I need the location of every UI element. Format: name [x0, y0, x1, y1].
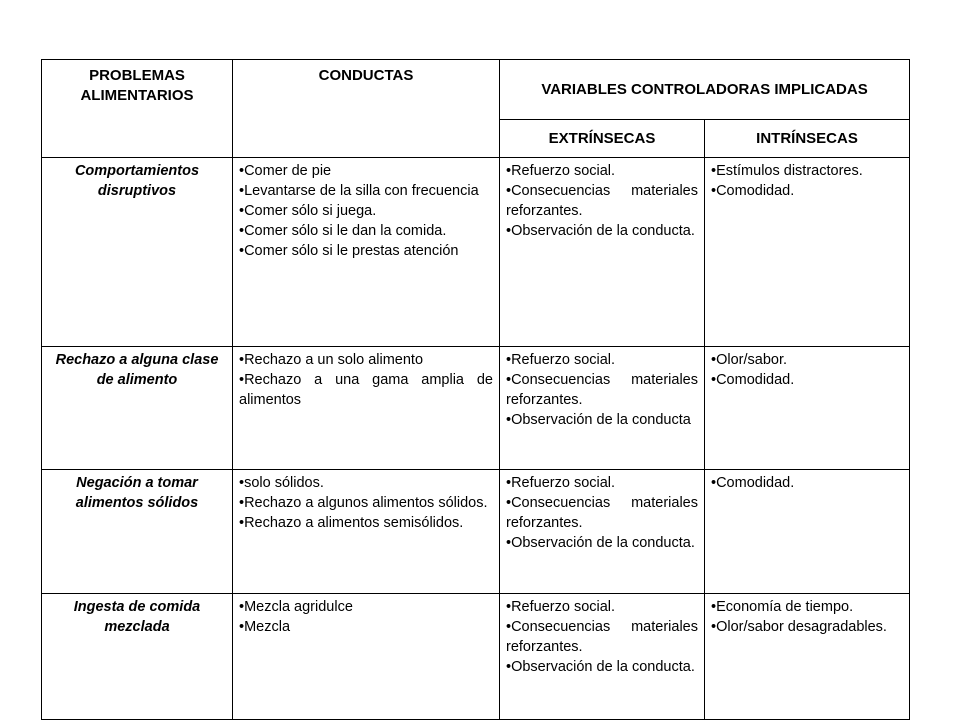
list-item: • Comer sólo si le dan la comida. [239, 221, 493, 241]
list-item: • Observación de la conducta. [506, 221, 698, 241]
list-item: • Rechazo a alimentos semisólidos. [239, 513, 493, 533]
conducts-cell [233, 158, 500, 347]
extrinsic-cell [500, 470, 705, 594]
list-item: • Levantarse de la silla con frecuencia [239, 181, 493, 201]
conducts-cell [233, 470, 500, 594]
intrinsic-cell [705, 470, 910, 594]
list-item: • Comer sólo si le prestas atención [239, 241, 493, 261]
list-item: • Consecuencias materiales reforzantes. [506, 370, 698, 410]
list-item: • Mezcla [239, 617, 493, 637]
problem-cell: Negación a tomar alimentos sólidos [42, 470, 233, 594]
header-problemas: PROBLEMAS ALIMENTARIOS [42, 60, 233, 158]
list-item: • Refuerzo social. [506, 597, 698, 617]
list-item: • Estímulos distractores. [711, 161, 903, 181]
extrinsic-cell [500, 158, 705, 347]
list-item: • Comodidad. [711, 181, 903, 201]
conducts-cell [233, 594, 500, 720]
list-item: • Refuerzo social. [506, 161, 698, 181]
intrinsic-cell [705, 594, 910, 720]
list-item: • Comer sólo si juega. [239, 201, 493, 221]
header-extrinsecas: EXTRÍNSECAS [500, 120, 705, 158]
header-conductas: CONDUCTAS [233, 60, 500, 158]
header-intrinsecas: INTRÍNSECAS [705, 120, 910, 158]
list-item: • Mezcla agridulce [239, 597, 493, 617]
list-item: • Observación de la conducta. [506, 533, 698, 553]
intrinsic-cell [705, 347, 910, 470]
list-item: • Rechazo a un solo alimento [239, 350, 493, 370]
list-item: • Comodidad. [711, 370, 903, 390]
list-item: • Olor/sabor. [711, 350, 903, 370]
list-item: • Observación de la conducta [506, 410, 698, 430]
list-item: • Refuerzo social. [506, 350, 698, 370]
problem-cell: Ingesta de comida mezclada [42, 594, 233, 720]
list-item: • Refuerzo social. [506, 473, 698, 493]
list-item: • Olor/sabor desagradables. [711, 617, 903, 637]
list-item: • Rechazo a algunos alimentos sólidos. [239, 493, 493, 513]
conducts-cell [233, 347, 500, 470]
intrinsic-cell [705, 158, 910, 347]
list-item: • Comodidad. [711, 473, 903, 493]
list-item: • Rechazo a una gama amplia de alimentos [239, 370, 493, 410]
header-variables: VARIABLES CONTROLADORAS IMPLICADAS [500, 60, 910, 120]
list-item: • Consecuencias materiales reforzantes. [506, 493, 698, 533]
list-item: • Consecuencias materiales reforzantes. [506, 617, 698, 657]
extrinsic-cell [500, 594, 705, 720]
list-item: • solo sólidos. [239, 473, 493, 493]
list-item: • Comer de pie [239, 161, 493, 181]
problem-cell: Rechazo a alguna clase de alimento [42, 347, 233, 470]
problem-cell: Comportamientos disruptivos [42, 158, 233, 347]
extrinsic-cell [500, 347, 705, 470]
feeding-problems-table [41, 59, 910, 720]
list-item: • Economía de tiempo. [711, 597, 903, 617]
list-item: • Observación de la conducta. [506, 657, 698, 677]
list-item: • Consecuencias materiales reforzantes. [506, 181, 698, 221]
